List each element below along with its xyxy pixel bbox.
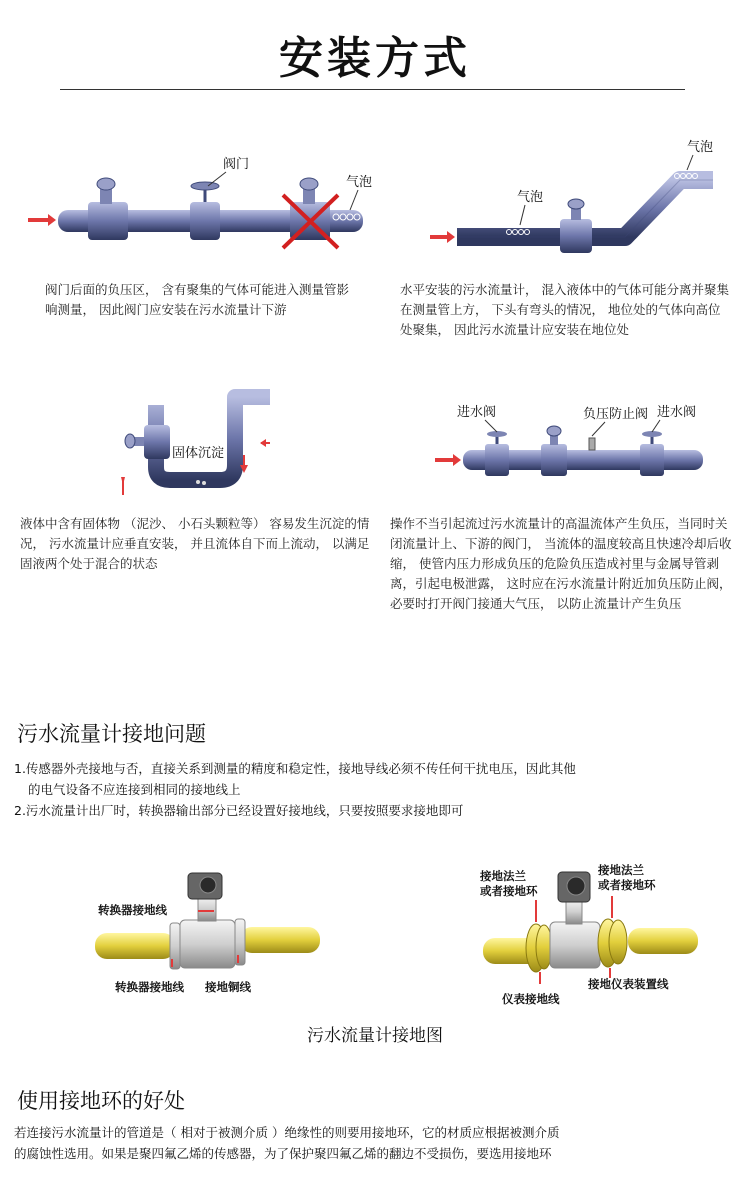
caption-diagram3: 液体中含有固体物 （泥沙、 小石头颗粒等） 容易发生沉淀的情况， 污水流量计应垂直安装， 并且流体自下而上流动， 以满足固液两个处于混合的状态 bbox=[20, 516, 370, 571]
page-title: 安装方式 bbox=[279, 33, 471, 84]
meter-body bbox=[541, 444, 567, 476]
diagram-elbow-position bbox=[425, 135, 725, 260]
grounding-figure-left bbox=[90, 865, 330, 1000]
label-valve: 阀门 bbox=[223, 157, 250, 172]
label-inlet-right: 进水阀 bbox=[657, 405, 697, 420]
valve-left bbox=[485, 444, 509, 476]
label-ground-flange-right-2: 或者接地环 bbox=[598, 878, 656, 892]
meter-body bbox=[180, 920, 235, 968]
valve-right bbox=[640, 444, 664, 476]
yellow-pipe-right bbox=[628, 928, 698, 954]
flow-arrow bbox=[435, 454, 461, 466]
diagram-valve-position bbox=[28, 150, 378, 260]
yellow-pipe-right bbox=[240, 927, 320, 953]
grounding-item-1: 1.传感器外壳接地与否，直接关系到测量的精度和稳定性，接地导线必须不传任何干扰电压，因此其他 bbox=[14, 761, 576, 776]
label-solid: 固体沉淀 bbox=[172, 446, 225, 461]
valve-body bbox=[190, 202, 220, 240]
caption-diagram2: 水平安装的污水流量计， 混入液体中的气体可能分离并聚集在测量管上方， 下头有弯头的情况， 地位处的气体向高位处聚集， 因此污水流量计应安装在地位处 bbox=[400, 282, 729, 337]
diagram-vacuum-valve bbox=[435, 400, 715, 480]
label-bubble-low: 气泡 bbox=[517, 190, 544, 205]
grounding-item-1-cont: 的电气设备不应连接到相同的接地线上 bbox=[28, 782, 241, 797]
flange-right bbox=[235, 919, 245, 965]
label-ground-flange-left-2: 或者接地环 bbox=[480, 884, 538, 898]
label-meter-ground: 仪表接地线 bbox=[502, 992, 560, 1006]
yellow-pipe-left bbox=[95, 933, 175, 959]
ring-line-1: 若连接污水流量计的管道是（ 相对于被测介质 ）绝缘性的则要用接地环，它的材质应根据被测介质 bbox=[14, 1125, 560, 1140]
figure-caption-grounding: 污水流量计接地图 bbox=[307, 1026, 443, 1046]
label-inlet-left: 进水阀 bbox=[457, 405, 497, 420]
section-heading-ring: 使用接地环的好处 bbox=[17, 1089, 185, 1113]
label-ground-flange-left-1: 接地法兰 bbox=[480, 869, 526, 883]
label-bubble: 气泡 bbox=[346, 175, 373, 190]
label-copper-ground: 接地铜线 bbox=[205, 980, 251, 994]
pipe bbox=[156, 397, 270, 480]
title-divider bbox=[60, 89, 685, 90]
meter-body bbox=[144, 425, 170, 459]
label-converter-ground-bottom: 转换器接地线 bbox=[115, 980, 184, 994]
section-heading-grounding: 污水流量计接地问题 bbox=[17, 722, 206, 746]
meter-body bbox=[560, 219, 592, 253]
label-vacuum-valve: 负压防止阀 bbox=[583, 407, 649, 422]
caption-diagram4: 操作不当引起流过污水流量计的高温流体产生负压，当同时关闭流量计上、下游的阀门， 当流体的温度较高且快速冷却后收缩， 使管内压力形成负压的危险负压造成衬里与金属导管剥离，引起电极泄露， 这时应在污水流量计附近加负压防止阀， 必要时打开阀门接通大气压， 以防止流量计产生负压 bbox=[390, 516, 732, 611]
caption-diagram1: 阀门后面的负压区， 含有聚集的气体可能进入测量管影响测量， 因此阀门应安装在污水流量计下游 bbox=[45, 282, 349, 317]
flow-arrow bbox=[28, 214, 56, 226]
diagram-vertical-install bbox=[120, 385, 300, 495]
meter-body bbox=[550, 922, 600, 968]
vacuum-valve bbox=[589, 438, 595, 450]
grounding-figure-right bbox=[478, 860, 708, 1010]
grounding-item-2: 2.污水流量计出厂时，转换器输出部分已经设置好接地线，只要按照要求接地即可 bbox=[14, 803, 464, 818]
ring-line-2: 的腐蚀性选用。如果是聚四氟乙烯的传感器，为了保护聚四氟乙烯的翻边不受损伤，要选用接地环 bbox=[14, 1146, 552, 1161]
flow-arrow bbox=[430, 231, 455, 243]
label-bubble-high: 气泡 bbox=[687, 140, 714, 155]
meter-body bbox=[88, 202, 128, 240]
label-ground-flange-right-1: 接地法兰 bbox=[598, 863, 644, 877]
label-ground-device: 接地仪表装置线 bbox=[588, 977, 669, 991]
label-converter-ground-top: 转换器接地线 bbox=[98, 903, 167, 917]
